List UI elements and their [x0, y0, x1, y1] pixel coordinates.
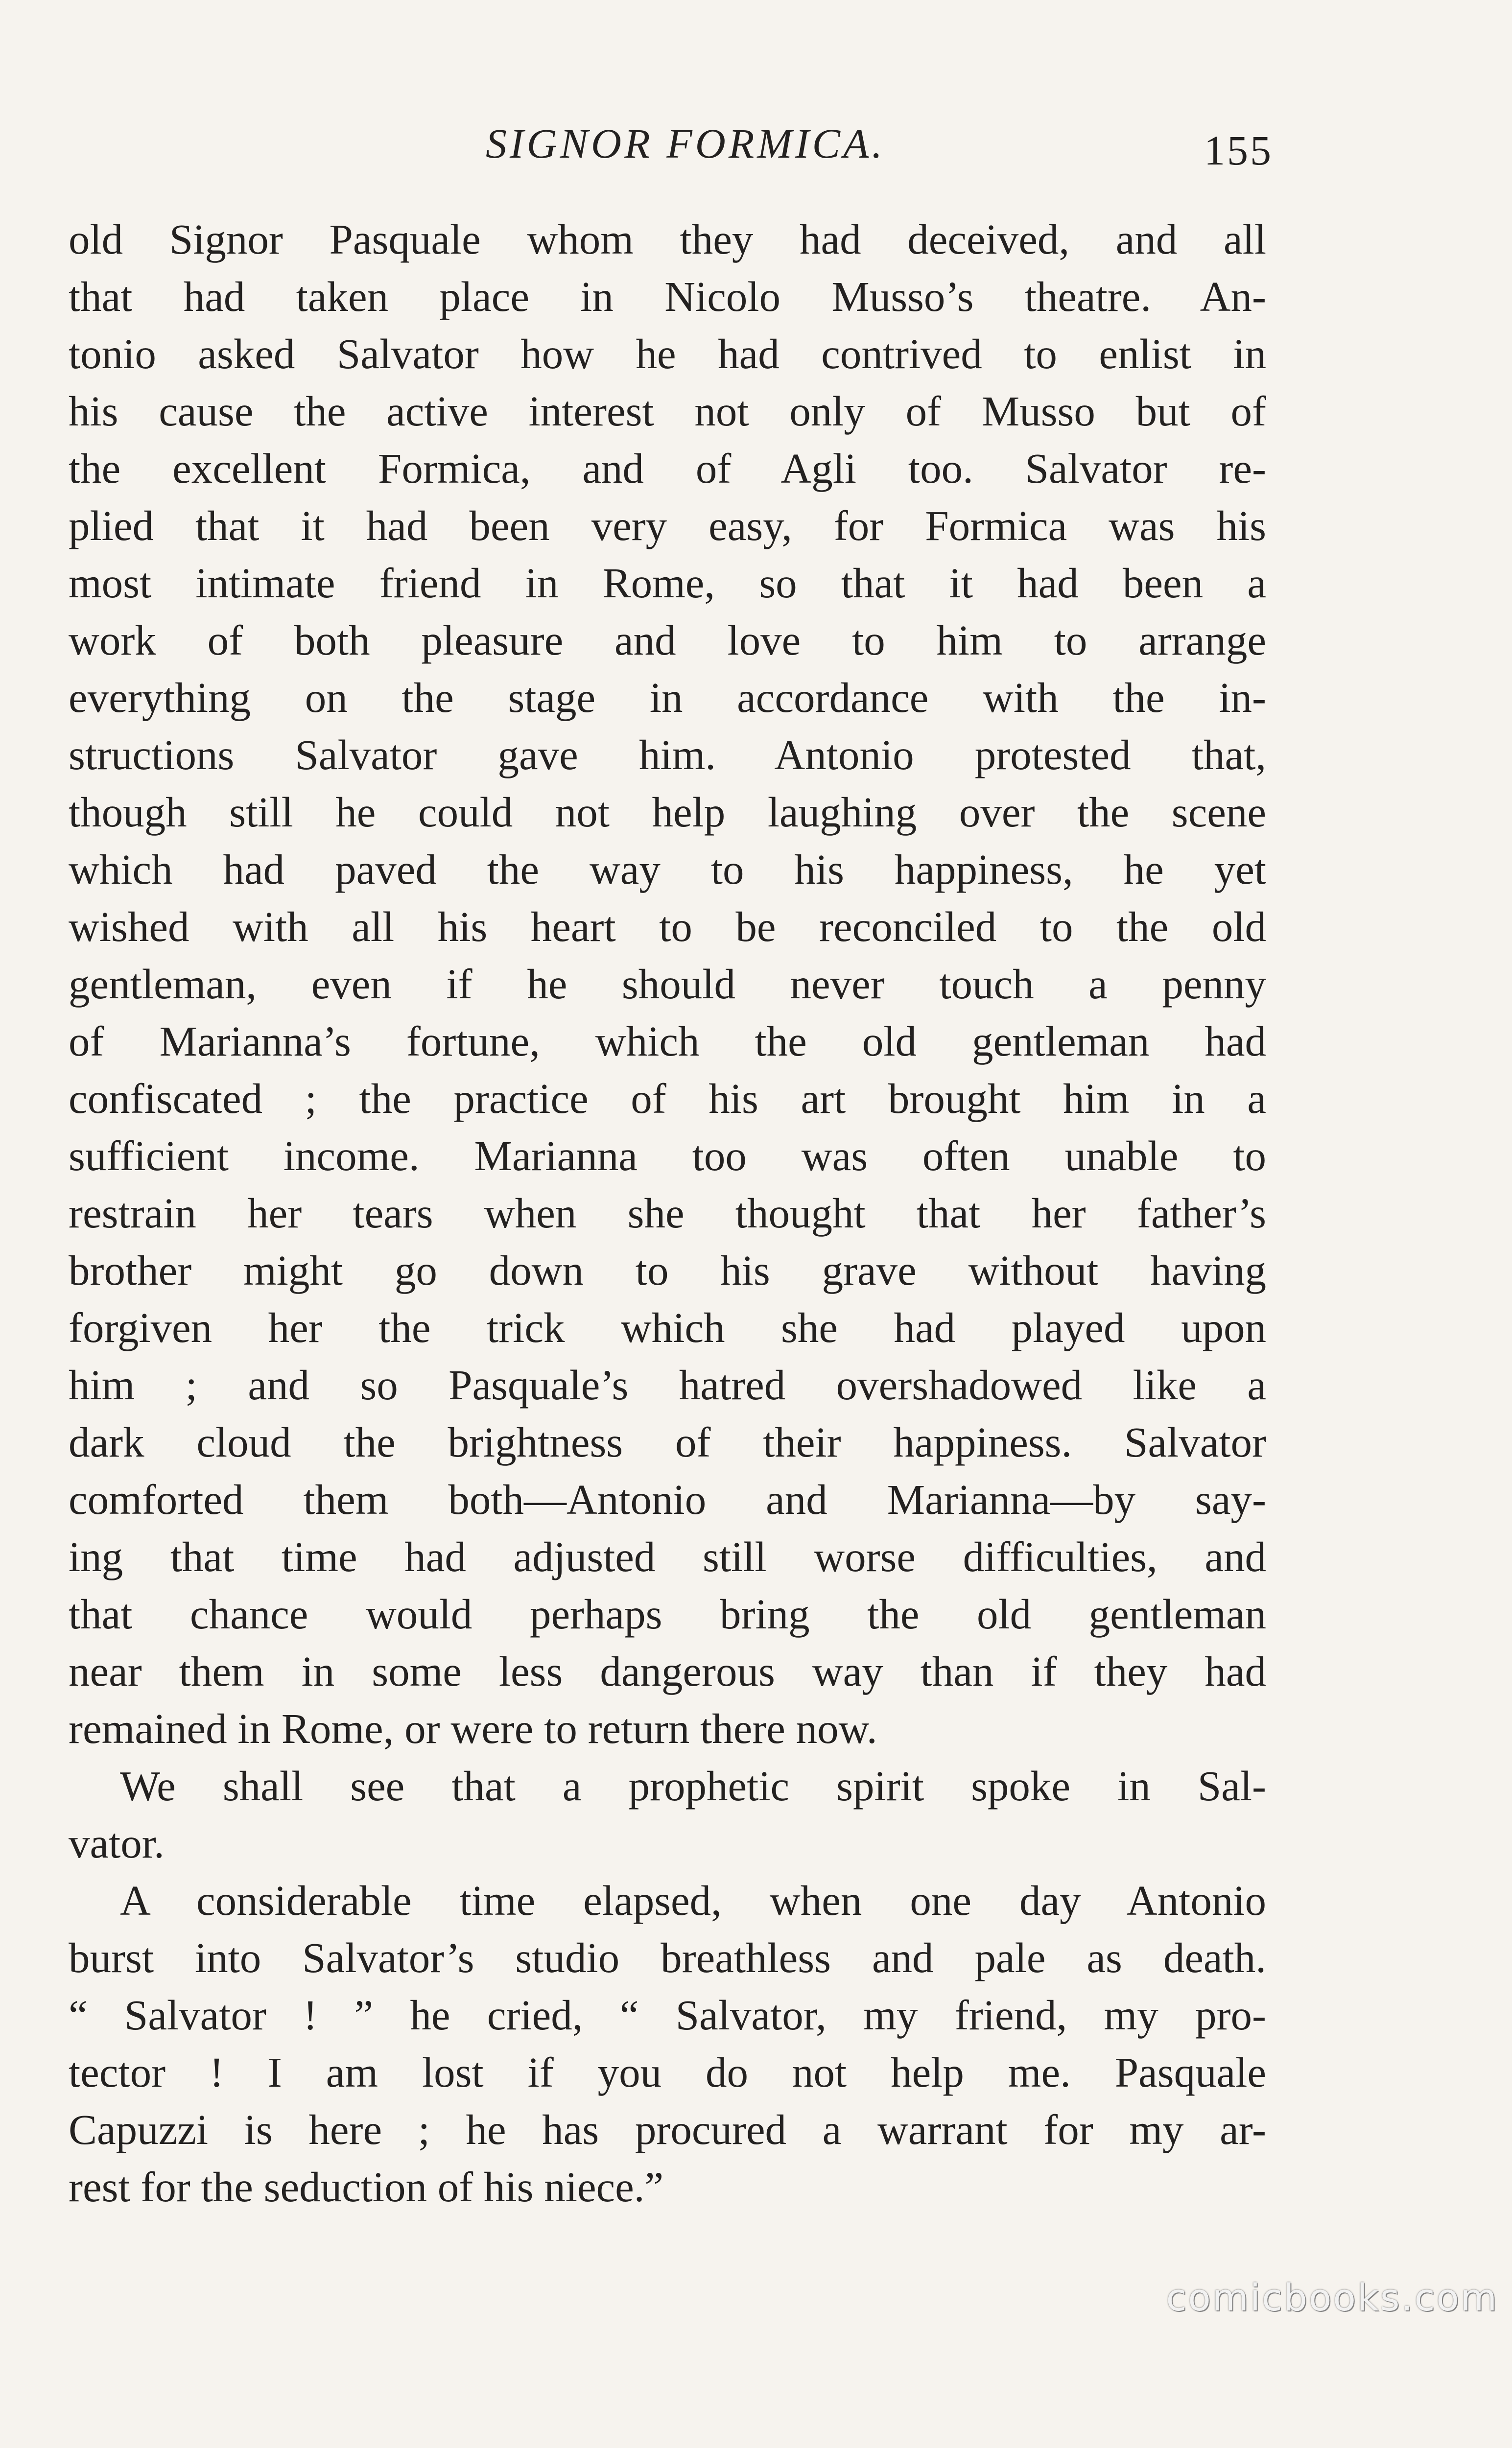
text-line: of Marianna’s fortune, which the old gentleman had	[69, 1017, 1266, 1065]
text-line: forgiven her the trick which she had played upon	[69, 1304, 1266, 1351]
text-line: “ Salvator ! ” he cried, “ Salvator, my friend, my pro-	[69, 1991, 1266, 2039]
text-line: comforted them both—Antonio and Marianna—by say-	[69, 1476, 1266, 1523]
text-line: plied that it had been very easy, for Formica was his	[69, 502, 1266, 549]
text-line: old Signor Pasquale whom they had deceived, and all	[69, 215, 1266, 263]
text-line: burst into Salvator’s studio breathless and pale as death.	[69, 1934, 1266, 1981]
page-number: 155	[1204, 127, 1273, 174]
text-line: tector ! I am lost if you do not help me. Pasquale	[69, 2048, 1266, 2096]
text-line: remained in Rome, or were to return there now.	[69, 1705, 877, 1752]
text-line: structions Salvator gave him. Antonio protested that,	[69, 731, 1266, 778]
text-line: restrain her tears when she thought that her father’s	[69, 1189, 1266, 1237]
text-line: his cause the active interest not only of Musso but of	[69, 387, 1266, 435]
text-line: tonio asked Salvator how he had contrived to enlist in	[69, 330, 1266, 377]
text-line: confiscated ; the practice of his art brought him in a	[69, 1075, 1266, 1122]
text-line: sufficient income. Marianna too was often unable to	[69, 1132, 1266, 1179]
text-line: him ; and so Pasquale’s hatred overshadowed like a	[69, 1361, 1266, 1409]
text-line: We shall see that a prophetic spirit spoke in Sal-	[120, 1762, 1266, 1810]
text-line: that had taken place in Nicolo Musso’s theatre. An-	[69, 273, 1266, 320]
body-text	[69, 211, 1266, 2215]
text-line: dark cloud the brightness of their happiness. Salvator	[69, 1418, 1266, 1466]
text-line: A considerable time elapsed, when one day Antonio	[120, 1877, 1266, 1924]
text-line: though still he could not help laughing over the scene	[69, 788, 1266, 836]
text-line: Capuzzi is here ; he has procured a warrant for my ar-	[69, 2106, 1266, 2153]
text-line: ing that time had adjusted still worse difficulties, and	[69, 1533, 1266, 1580]
running-title: SIGNOR FORMICA.	[485, 120, 886, 167]
text-line: the excellent Formica, and of Agli too. Salvator re-	[69, 445, 1266, 492]
text-line: everything on the stage in accordance with the in-	[69, 674, 1266, 721]
watermark: comicbooks.com	[1166, 2276, 1498, 2319]
text-line: that chance would perhaps bring the old gentleman	[69, 1590, 1266, 1638]
running-head	[0, 117, 1512, 174]
text-line: near them in some less dangerous way than if they had	[69, 1648, 1266, 1695]
text-line: which had paved the way to his happiness, he yet	[69, 846, 1266, 893]
text-line: brother might go down to his grave without having	[69, 1247, 1266, 1294]
text-line: most intimate friend in Rome, so that it had been a	[69, 559, 1266, 607]
text-line: work of both pleasure and love to him to arrange	[69, 616, 1266, 664]
text-line: wished with all his heart to be reconciled to the old	[69, 903, 1266, 950]
text-line: gentleman, even if he should never touch a penny	[69, 960, 1266, 1008]
text-line: vator.	[69, 1819, 165, 1867]
text-line: rest for the seduction of his niece.”	[69, 2163, 664, 2211]
